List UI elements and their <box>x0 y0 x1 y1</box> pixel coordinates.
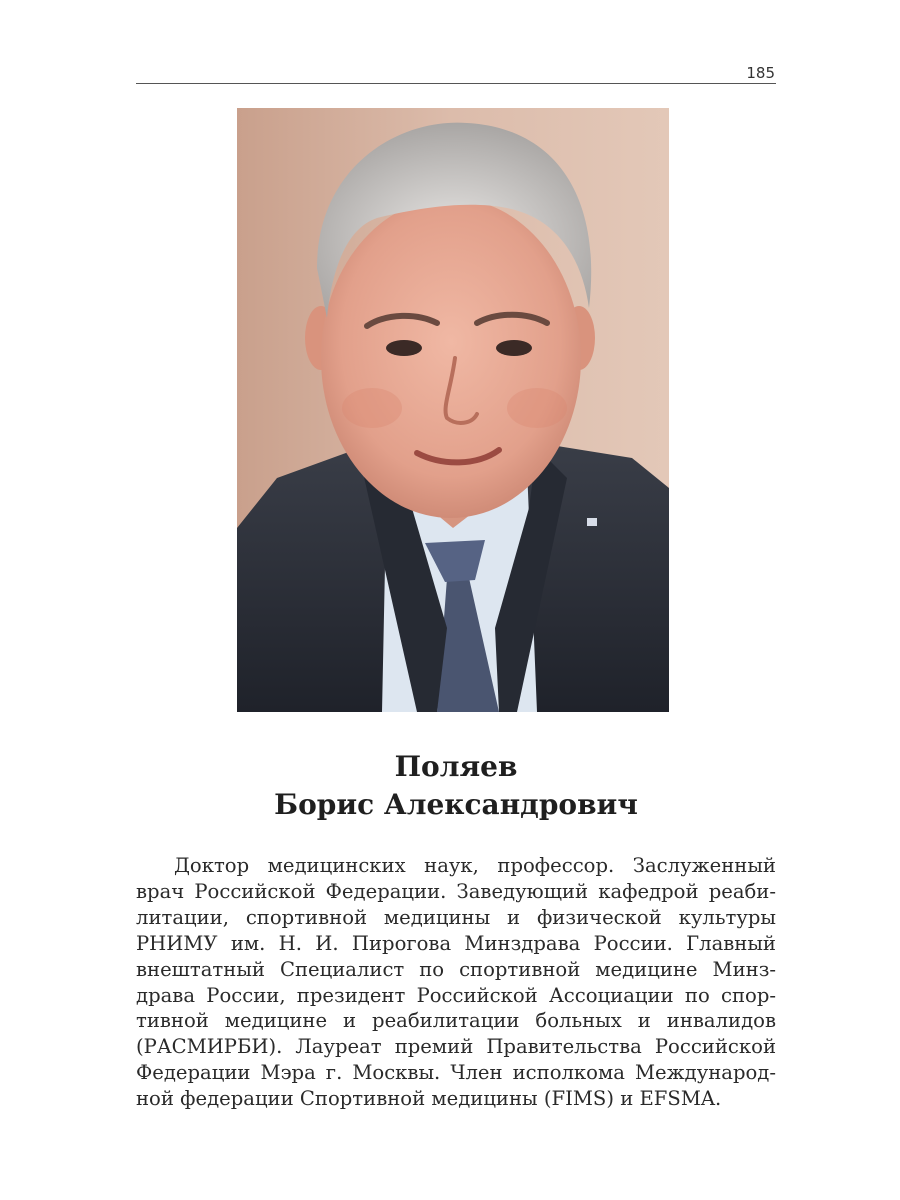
person-name <box>136 748 776 824</box>
page-number: 185 <box>746 64 775 82</box>
given-names: Борис Александрович <box>274 788 638 821</box>
header-rule <box>136 83 776 84</box>
biography-paragraph: Доктор медицинских наук, профессор. Заслуженный врач Российской Федерации. Заведующий кафедрой реабилитации, спортивной медицины и физической культуры РНИМУ им. Н. И. Пирогова Минздрава России. Главный внештатный Специалист по спортивной медицине Минздрава России, президент Российской Ассоциации по спортивной медицине и реабилитации больных и инвалидов (РАСМИРБИ). Лауреат премий Правительства Российской Федерации Мэра г. Москвы. Член исполкома Международной федерации Спортивной медицины (FIMS) и EFSMA. <box>136 854 776 1111</box>
portrait-illustration <box>237 108 669 712</box>
surname: Поляев <box>394 750 518 783</box>
portrait-photo <box>237 108 669 712</box>
